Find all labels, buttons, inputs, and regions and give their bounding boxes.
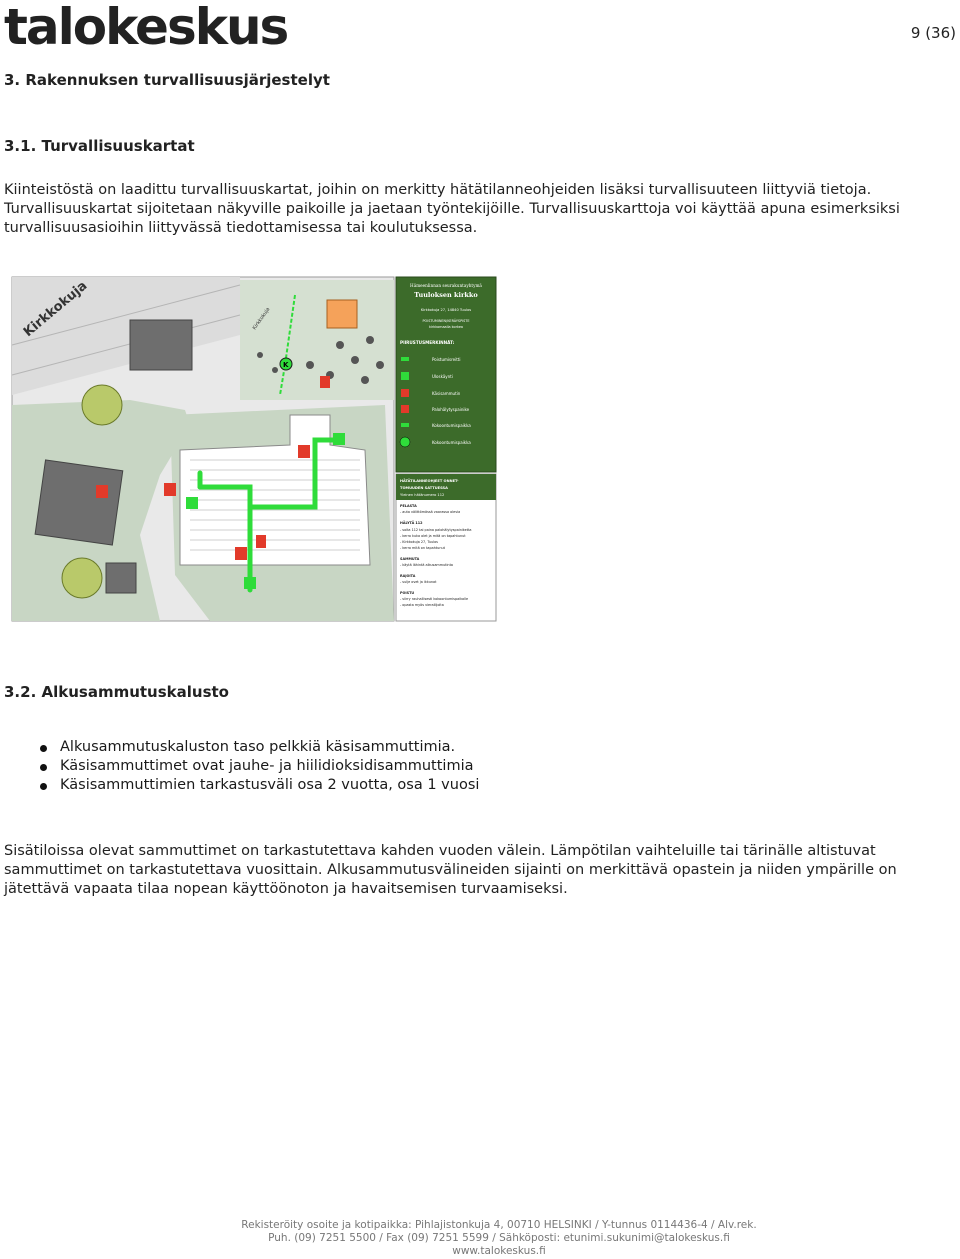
- svg-text:POISTU: POISTU: [400, 591, 415, 595]
- bell-tower: [327, 300, 357, 328]
- extinguisher-4: [235, 547, 247, 560]
- paragraph-intro-2: Turvallisuuskartat sijoitetaan näkyville paikoille ja jaetaan työntekijöille. Turvallisuuskarttoja voi käyttää apuna esimerksiksi turvallisuusasioihin liittyvässä tiedottamisessa tai koulutuksessa.: [4, 201, 900, 236]
- extinguisher-5: [256, 535, 266, 548]
- svg-text:POISTUMINEN/KERÄYSPISTE: POISTUMINEN/KERÄYSPISTE: [422, 319, 470, 323]
- svg-text:- auta välittömässä vaarassa o: - auta välittömässä vaarassa olevia: [400, 510, 461, 514]
- svg-text:Poistumisreitti: Poistumisreitti: [432, 357, 461, 362]
- svg-text:HÄTÄTILANNEOHJEET ONNET-: HÄTÄTILANNEOHJEET ONNET-: [400, 479, 459, 483]
- building-shed: [106, 563, 136, 593]
- extinguisher-6: [320, 376, 330, 388]
- safety-map: [10, 275, 498, 623]
- svg-text:Hämeenlinnan seurakuntayhtymä: Hämeenlinnan seurakuntayhtymä: [410, 283, 482, 288]
- building-parish-hall: [130, 320, 192, 370]
- building-west: [35, 460, 123, 545]
- footer-contact: Puh. (09) 7251 5500 / Fax (09) 7251 5599 / Sähköposti: etunimi.sukunimi@talokeskus.fi: [268, 1232, 730, 1244]
- svg-text:- Kirkkokuja 27, Tuulos: - Kirkkokuja 27, Tuulos: [400, 540, 438, 544]
- list-item: Käsisammuttimien tarkastusväli osa 2 vuotta, osa 1 vuosi: [38, 776, 479, 795]
- tree-1: [82, 385, 122, 425]
- company-logo: talokeskus: [4, 0, 288, 56]
- section-title-3-2: 3.2. Alkusammutuskalusto: [4, 683, 229, 701]
- svg-text:RAJOITA: RAJOITA: [400, 574, 416, 578]
- tree-2: [62, 558, 102, 598]
- exit-marker-1: [186, 497, 198, 509]
- svg-text:Kirkkokuja 27, 14840 Tuulos: Kirkkokuja 27, 14840 Tuulos: [420, 308, 472, 312]
- svg-text:Kokoontumispaikka: Kokoontumispaikka: [432, 423, 471, 428]
- page-footer: [0, 1219, 960, 1258]
- svg-text:- käytä lähintä alkusammutinta: - käytä lähintä alkusammutinta: [400, 563, 453, 567]
- svg-text:- opasta myös vierailijoita: - opasta myös vierailijoita: [400, 603, 444, 607]
- exit-marker-3: [244, 577, 256, 589]
- extinguisher-1: [96, 485, 108, 498]
- list-item: Alkusammutuskaluston taso pelkkiä käsisammuttimia.: [38, 738, 479, 757]
- paragraph-inspection: Sisätiloissa olevat sammuttimet on tarkastutettava kahden vuoden välein. Lämpötilan vaihteluille tai tärinälle altistuvat sammuttimet on tarkastutettava vuosittain. Alkusammutusvälineiden sijainti on merkittävä opastein ja niiden ympärille on jätettävä vapaata tilaa nopean käyttöönoton ja havaitsemisen turvaamiseksi.: [4, 843, 897, 897]
- footer-address: Rekisteröity osoite ja kotipaikka: Pihlajistonkuja 4, 00710 HELSINKI / Y-tunnus 0114436-4 / Alv.rek.: [241, 1219, 757, 1231]
- street-label-small: Kirkkokuja: [251, 306, 272, 332]
- svg-text:PIIRUSTUSMERKINNÄT:: PIIRUSTUSMERKINNÄT:: [400, 340, 455, 345]
- svg-text:Tuuloksen kirkko: Tuuloksen kirkko: [414, 291, 478, 299]
- svg-text:- sulje ovet ja ikkunat: - sulje ovet ja ikkunat: [400, 580, 437, 584]
- svg-text:Palohälytyspainike: Palohälytyspainike: [432, 407, 470, 412]
- svg-text:Kokoontumispaikka: Kokoontumispaikka: [432, 440, 471, 445]
- svg-text:K: K: [283, 361, 289, 369]
- svg-text:- kerro kuka olet ja mitä on t: - kerro kuka olet ja mitä on tapahtunut: [400, 534, 466, 538]
- section-title-3-1: 3.1. Turvallisuuskartat: [4, 137, 195, 155]
- exit-marker-2: [333, 433, 345, 445]
- svg-text:TOMUUDEN SATTUESSA: TOMUUDEN SATTUESSA: [400, 486, 448, 490]
- paragraph-intro-1: Kiinteistöstä on laadittu turvallisuuskartat, joihin on merkitty hätätilanneohjeiden lisäksi turvallisuuteen liittyviä tietoja.: [4, 182, 872, 198]
- svg-text:Yleinen hätänumero 112: Yleinen hätänumero 112: [400, 493, 445, 497]
- equipment-bullet-list: [38, 738, 479, 795]
- footer-website: www.talokeskus.fi: [452, 1245, 546, 1257]
- street-label: Kirkkokuja: [20, 278, 91, 341]
- svg-text:HÄLYTÄ 112: HÄLYTÄ 112: [400, 521, 423, 525]
- extinguisher-3: [298, 445, 310, 458]
- svg-text:PELASTA: PELASTA: [400, 504, 417, 508]
- extinguisher-2: [164, 483, 176, 496]
- svg-text:Käsisammutin: Käsisammutin: [432, 391, 461, 396]
- svg-text:kirkkomaalla korkea: kirkkomaalla korkea: [429, 325, 463, 329]
- svg-text:SAMMUTA: SAMMUTA: [400, 557, 420, 561]
- section-title-3: 3. Rakennuksen turvallisuusjärjestelyt: [4, 71, 330, 89]
- svg-text:- siirry rauhallisesti kokoont: - siirry rauhallisesti kokoontumispaikalle: [400, 597, 469, 601]
- page-number: 9 (36): [910, 24, 956, 42]
- list-item: Käsisammuttimet ovat jauhe- ja hiilidioksidisammuttimia: [38, 757, 479, 776]
- svg-text:- soita 112 tai paina palohäly: - soita 112 tai paina palohälytyspainiketta: [400, 528, 472, 532]
- svg-text:Uloskäynti: Uloskäynti: [432, 374, 453, 379]
- svg-text:- kerro mitä on tapahtunut: - kerro mitä on tapahtunut: [400, 546, 445, 550]
